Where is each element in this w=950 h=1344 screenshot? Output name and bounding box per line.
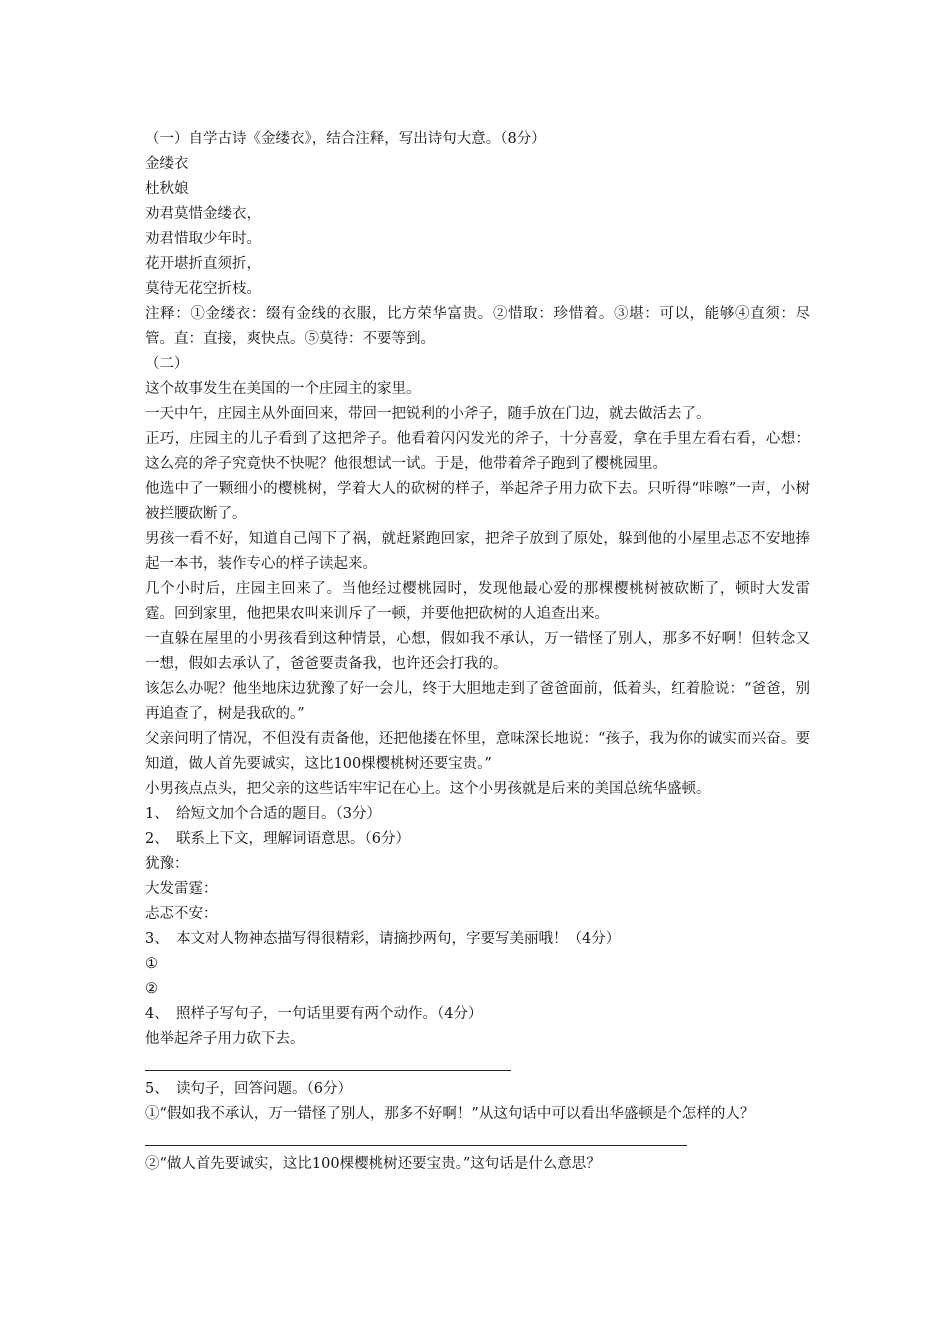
story-paragraph: 小男孩点点头，把父亲的这些话牢牢记在心上。这个小男孩就是后来的美国总统华盛顿。 xyxy=(145,781,711,797)
story-paragraph: 他选中了一颗细小的樱桃树，学着大人的砍树的样子，举起斧子用力砍下去。只听得“咔嚓”一声，小树被拦腰砍断了。 xyxy=(145,481,810,522)
vocab-item: 大发雷霆： xyxy=(145,881,218,897)
poem-line: 劝君惜取少年时。 xyxy=(145,231,261,247)
story-paragraph: 男孩一看不好，知道自己闯下了祸，就赶紧跑回家，把斧子放到了原处，躲到他的小屋里忐忑不安地捧起一本书，装作专心的样子读起来。 xyxy=(145,531,810,572)
poem-author: 杜秋娘 xyxy=(145,181,189,197)
answer-mark: ① xyxy=(145,956,158,972)
answer-mark: ② xyxy=(145,981,158,997)
poem-line: 花开堪折直须折， xyxy=(145,256,261,272)
story-paragraph: 几个小时后，庄园主回来了。当他经过樱桃园时，发现他最心爱的那棵樱桃树被砍断了，顿时大发雷霆。回到家里，他把果农叫来训斥了一顿，并要他把砍树的人追查出来。 xyxy=(145,581,810,622)
question-5a: ①“假如我不承认，万一错怪了别人，那多不好啊！”从这句话中可以看出华盛顿是个怎样的人？ xyxy=(145,1106,755,1122)
story-paragraph: 这个故事发生在美国的一个庄园主的家里。 xyxy=(145,381,421,397)
example-sentence: 他举起斧子用力砍下去。 xyxy=(145,1031,305,1047)
poem-line: 劝君莫惜金缕衣， xyxy=(145,206,261,222)
story-paragraph: 正巧，庄园主的儿子看到了这把斧子。他看着闪闪发光的斧子，十分喜爱，拿在手里左看右看，心想：这么亮的斧子究竟快不快呢？他很想试一试。于是，他带着斧子跑到了樱桃园里。 xyxy=(145,431,810,472)
answer-blank[interactable] xyxy=(145,1127,687,1146)
question-3: 3、 本文对人物神态描写得很精彩，请摘抄两句，字要写美丽哦！（4分） xyxy=(145,931,621,947)
question-2: 2、 联系上下文，理解词语意思。（6分） xyxy=(145,831,410,847)
section2-heading: （二） xyxy=(145,356,189,372)
story-paragraph: 该怎么办呢？他坐地床边犹豫了好一会儿，终于大胆地走到了爸爸面前，低着头，红着脸说：“爸爸，别再追查了，树是我砍的。” xyxy=(145,681,810,722)
vocab-item: 犹豫： xyxy=(145,856,189,872)
vocab-item: 忐忑不安： xyxy=(145,906,218,922)
story-paragraph: 父亲问明了情况，不但没有责备他，还把他搂在怀里，意味深长地说：“孩子，我为你的诚实而兴奋。要知道，做人首先要诚实，这比100棵樱桃树还要宝贵。” xyxy=(145,731,810,772)
poem-line: 莫待无花空折枝。 xyxy=(145,281,261,297)
document-page xyxy=(145,127,810,1177)
question-5: 5、 读句子，回答问题。（6分） xyxy=(145,1081,352,1097)
section1-heading: （一）自学古诗《金缕衣》，结合注释，写出诗句大意。（8分） xyxy=(145,131,546,147)
poem-notes: 注释：①金缕衣：缀有金线的衣服，比方荣华富贵。②惜取：珍惜着。③堪：可以，能够④直须：尽管。直：直接，爽快点。⑤莫待：不要等到。 xyxy=(145,306,810,347)
story-paragraph: 一天中午，庄园主从外面回来，带回一把锐利的小斧子，随手放在门边，就去做活去了。 xyxy=(145,406,711,422)
question-4: 4、 照样子写句子，一句话里要有两个动作。（4分） xyxy=(145,1006,483,1022)
question-1: 1、 给短文加个合适的题目。（3分） xyxy=(145,806,381,822)
poem-title: 金缕衣 xyxy=(145,156,189,172)
story-paragraph: 一直躲在屋里的小男孩看到这种情景，心想，假如我不承认，万一错怪了别人，那多不好啊！但转念又一想，假如去承认了，爸爸要责备我，也许还会打我的。 xyxy=(145,631,810,672)
answer-blank[interactable] xyxy=(145,1052,511,1071)
question-5b: ②“做人首先要诚实，这比100棵樱桃树还要宝贵。”这句话是什么意思？ xyxy=(145,1156,601,1172)
